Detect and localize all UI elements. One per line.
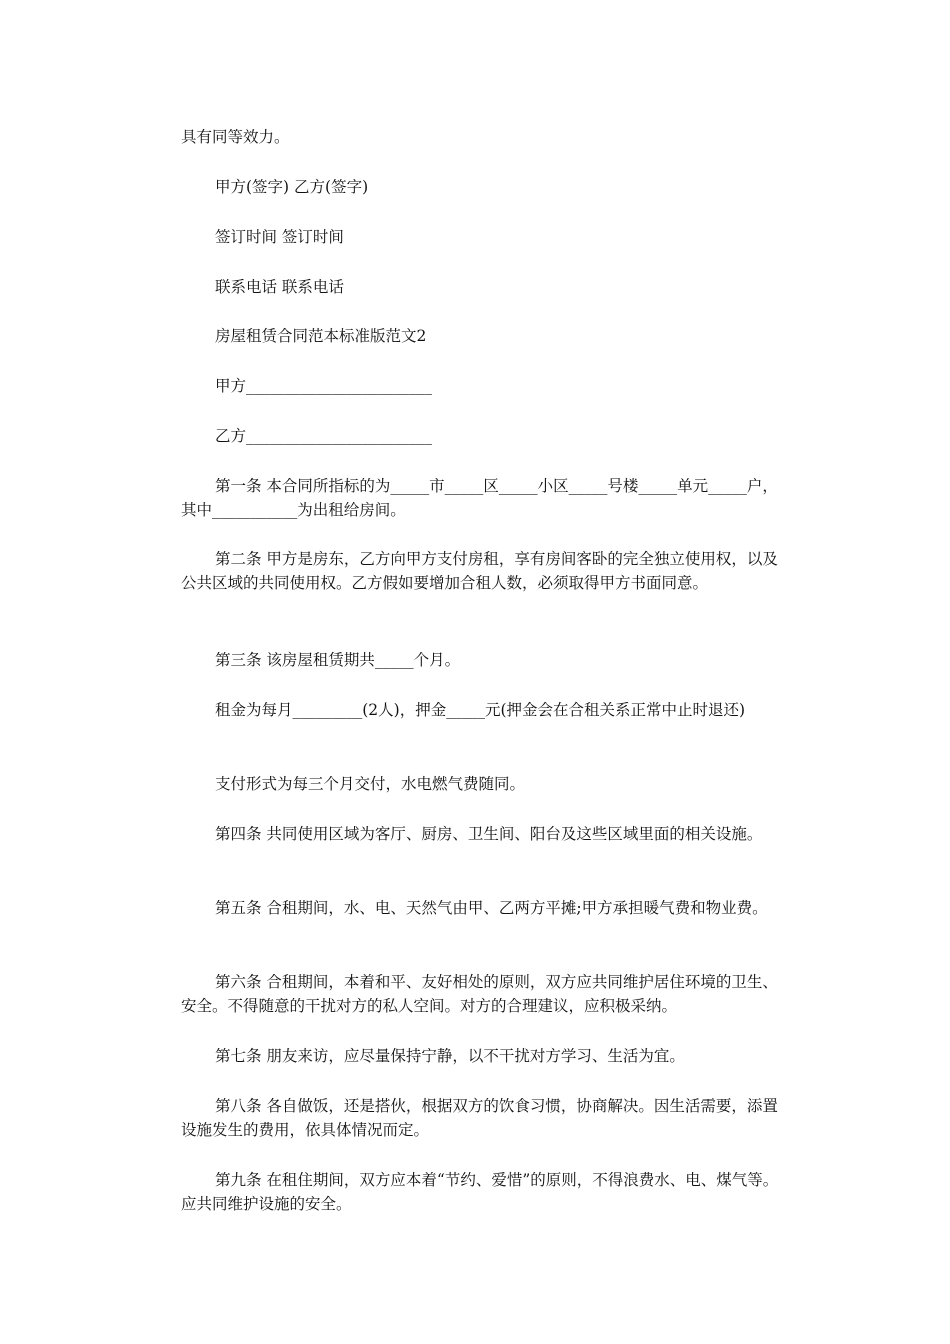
party-b-field: 乙方________________________ [215, 427, 433, 445]
article-4: 第四条 共同使用区域为客厅、厨房、卫生间、阳台及这些区域里面的相关设施。 [215, 825, 763, 843]
section-heading: 房屋租赁合同范本标准版范文2 [215, 327, 427, 345]
article-9: 第九条 在租住期间，双方应本着“节约、爱惜”的原则，不得浪费水、电、煤气等。应共同维护设施的安全。 [181, 1171, 779, 1213]
article-7: 第七条 朋友来访，应尽量保持宁静，以不干扰对方学习、生活为宜。 [215, 1047, 685, 1065]
signing-date-line: 签订时间 签订时间 [215, 228, 344, 246]
article-6: 第六条 合租期间，本着和平、友好相处的原则，双方应共同维护居住环境的卫生、安全。不得随意的干扰对方的私人空间。对方的合理建议，应积极采纳。 [181, 973, 778, 1015]
party-a-field: 甲方________________________ [215, 377, 433, 395]
article-2: 第二条 甲方是房东，乙方向甲方支付房租，享有房间客卧的完全独立使用权，以及公共区域的共同使用权。乙方假如要增加合租人数，必须取得甲方书面同意。 [181, 550, 778, 592]
article-3: 第三条 该房屋租赁期共_____个月。 [215, 651, 461, 669]
rent-deposit-paragraph: 租金为每月_________(2人)，押金_____元(押金会在合租关系正常中止时退还) [215, 701, 746, 719]
contact-phone-line: 联系电话 联系电话 [215, 278, 344, 296]
article-1: 第一条 本合同所指标的为_____市_____区_____小区_____号楼_____单元_____户，其中___________为出租给房间。 [181, 477, 778, 519]
signature-line: 甲方(签字) 乙方(签字) [215, 178, 369, 196]
article-8: 第八条 各自做饭，还是搭伙，根据双方的饮食习惯，协商解决。因生活需要，添置设施发生的费用，依具体情况而定。 [181, 1097, 778, 1139]
payment-method-paragraph: 支付形式为每三个月交付，水电燃气费随同。 [215, 775, 526, 793]
paragraph-validity-clause: 具有同等效力。 [181, 128, 290, 146]
article-5: 第五条 合租期间，水、电、天然气由甲、乙两方平摊;甲方承担暖气费和物业费。 [215, 899, 768, 917]
